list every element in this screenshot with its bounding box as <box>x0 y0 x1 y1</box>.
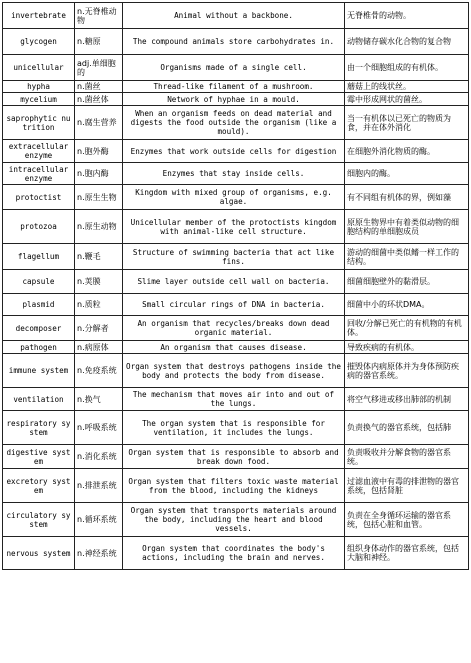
definition-cell: The mechanism that moves air into and out of the lungs. <box>123 388 345 411</box>
chinese-translation-cell: 当一有机体以已死亡的物质为食，并在体外消化 <box>345 106 469 140</box>
vocab-row <box>3 294 469 316</box>
vocab-row <box>3 29 469 55</box>
part-of-speech-cell: n.鞭毛 <box>75 244 123 270</box>
definition-cell: Organ system that is responsible to absorb and break down food. <box>123 445 345 469</box>
vocab-row <box>3 316 469 341</box>
part-of-speech-cell: n.分解者 <box>75 316 123 341</box>
chinese-translation-cell: 负责吸收并分解食物的器官系统。 <box>345 445 469 469</box>
definition-cell: Small circular rings of DNA in bacteria. <box>123 294 345 316</box>
definition-cell: Organisms made of a single cell. <box>123 55 345 81</box>
vocab-row <box>3 210 469 244</box>
definition-cell: An organism that causes disease. <box>123 341 345 354</box>
vocabulary-table-body <box>3 3 469 570</box>
vocab-row <box>3 354 469 388</box>
part-of-speech-cell: n.荚膜 <box>75 270 123 294</box>
term-cell: extracellular enzyme <box>3 140 75 163</box>
chinese-translation-cell: 细菌中小的环状DMA。 <box>345 294 469 316</box>
vocab-row <box>3 185 469 210</box>
vocab-row <box>3 106 469 140</box>
definition-cell: Enzymes that work outside cells for digestion <box>123 140 345 163</box>
chinese-translation-cell: 由一个细胞组成的有机体。 <box>345 55 469 81</box>
chinese-translation-cell: 组织身体动作的器官系统，包括大脑和神经。 <box>345 537 469 570</box>
vocab-row <box>3 140 469 163</box>
definition-cell: Organ system that filters toxic waste material from the blood, including the kidneys <box>123 469 345 503</box>
part-of-speech-cell: n.排泄系统 <box>75 469 123 503</box>
term-cell: capsule <box>3 270 75 294</box>
vocab-row <box>3 81 469 93</box>
definition-cell: Organ system that coordinates the body's actions, including the brain and nerves. <box>123 537 345 570</box>
definition-cell: Animal without a backbone. <box>123 3 345 29</box>
vocab-row <box>3 537 469 570</box>
term-cell: intracellular enzyme <box>3 163 75 185</box>
part-of-speech-cell: n.腐生营养 <box>75 106 123 140</box>
vocab-row <box>3 469 469 503</box>
term-cell: glycogen <box>3 29 75 55</box>
part-of-speech-cell: n.循环系统 <box>75 503 123 537</box>
vocab-row <box>3 503 469 537</box>
part-of-speech-cell: n.菌丝 <box>75 81 123 93</box>
definition-cell: The organ system that is responsible for ventilation, it includes the lungs. <box>123 411 345 445</box>
term-cell: saprophytic nutrition <box>3 106 75 140</box>
term-cell: protoctist <box>3 185 75 210</box>
vocab-row <box>3 3 469 29</box>
chinese-translation-cell: 霉中形成网状的菌丝。 <box>345 93 469 106</box>
vocab-row <box>3 270 469 294</box>
part-of-speech-cell: n.胞内酶 <box>75 163 123 185</box>
part-of-speech-cell: n.菌丝体 <box>75 93 123 106</box>
part-of-speech-cell: n.神经系统 <box>75 537 123 570</box>
definition-cell: Structure of swimming bacteria that act like fins. <box>123 244 345 270</box>
part-of-speech-cell: n.无脊椎动物 <box>75 3 123 29</box>
definition-cell: Enzymes that stay inside cells. <box>123 163 345 185</box>
vocab-row <box>3 244 469 270</box>
term-cell: hypha <box>3 81 75 93</box>
chinese-translation-cell: 负责在全身循环运输的器官系统，包括心脏和血管。 <box>345 503 469 537</box>
term-cell: excretory system <box>3 469 75 503</box>
term-cell: ventilation <box>3 388 75 411</box>
definition-cell: Organ system that transports materials around the body, including the heart and blood vessels. <box>123 503 345 537</box>
vocab-row <box>3 163 469 185</box>
term-cell: plasmid <box>3 294 75 316</box>
term-cell: pathogen <box>3 341 75 354</box>
definition-cell: When an organism feeds on dead material and digests the food outside the organism (like a mould). <box>123 106 345 140</box>
vocab-row <box>3 411 469 445</box>
definition-cell: Kingdom with mixed group of organisms, e.g. algae. <box>123 185 345 210</box>
chinese-translation-cell: 原原生物界中有着类似动物的细胞结构的单细胞成员 <box>345 210 469 244</box>
part-of-speech-cell: n.换气 <box>75 388 123 411</box>
term-cell: circulatory system <box>3 503 75 537</box>
part-of-speech-cell: n.免疫系统 <box>75 354 123 388</box>
part-of-speech-cell: n.原生生物 <box>75 185 123 210</box>
chinese-translation-cell: 在细胞外消化物质的酶。 <box>345 140 469 163</box>
term-cell: invertebrate <box>3 3 75 29</box>
vocab-row <box>3 445 469 469</box>
chinese-translation-cell: 有不同组有机体的界，例如藻 <box>345 185 469 210</box>
chinese-translation-cell: 将空气移进或移出肺部的机制 <box>345 388 469 411</box>
part-of-speech-cell: n.消化系统 <box>75 445 123 469</box>
chinese-translation-cell: 游动的细菌中类似鳍一样工作的结构。 <box>345 244 469 270</box>
definition-cell: An organism that recycles/breaks down dead organic material. <box>123 316 345 341</box>
chinese-translation-cell: 过滤血液中有毒的排泄物的器官系统，包括肾脏 <box>345 469 469 503</box>
term-cell: nervous system <box>3 537 75 570</box>
part-of-speech-cell: n.胞外酶 <box>75 140 123 163</box>
definition-cell: Thread-like filament of a mushroom. <box>123 81 345 93</box>
term-cell: respiratory system <box>3 411 75 445</box>
definition-cell: Unicellular member of the protoctists kingdom with animal-like cell structure. <box>123 210 345 244</box>
chinese-translation-cell: 蘑菇上的线状丝。 <box>345 81 469 93</box>
definition-cell: Network of hyphae in a mould. <box>123 93 345 106</box>
term-cell: mycelium <box>3 93 75 106</box>
vocab-row <box>3 55 469 81</box>
term-cell: immune system <box>3 354 75 388</box>
chinese-translation-cell: 负责换气的器官系统，包括肺 <box>345 411 469 445</box>
term-cell: digestive system <box>3 445 75 469</box>
chinese-translation-cell: 动物储存碳水化合物的复合物 <box>345 29 469 55</box>
chinese-translation-cell: 细胞内的酶。 <box>345 163 469 185</box>
part-of-speech-cell: n.病原体 <box>75 341 123 354</box>
definition-cell: Organ system that destroys pathogens inside the body and protects the body from disease. <box>123 354 345 388</box>
part-of-speech-cell: adj.单细胞的 <box>75 55 123 81</box>
chinese-translation-cell: 无脊椎骨的动物。 <box>345 3 469 29</box>
term-cell: protozoa <box>3 210 75 244</box>
definition-cell: Slime layer outside cell wall on bacteria. <box>123 270 345 294</box>
part-of-speech-cell: n.质粒 <box>75 294 123 316</box>
vocabulary-table <box>2 2 469 570</box>
chinese-translation-cell: 细菌细胞壁外的黏滑层。 <box>345 270 469 294</box>
definition-cell: The compound animals store carbohydrates in. <box>123 29 345 55</box>
chinese-translation-cell: 导致疾病的有机体。 <box>345 341 469 354</box>
vocab-row <box>3 93 469 106</box>
vocab-row <box>3 341 469 354</box>
term-cell: flagellum <box>3 244 75 270</box>
part-of-speech-cell: n.呼吸系统 <box>75 411 123 445</box>
chinese-translation-cell: 回收/分解已死亡的有机物的有机体。 <box>345 316 469 341</box>
chinese-translation-cell: 摧毁体内病原体并为身体预防疾病的器官系统。 <box>345 354 469 388</box>
part-of-speech-cell: n.糖原 <box>75 29 123 55</box>
term-cell: unicellular <box>3 55 75 81</box>
term-cell: decomposer <box>3 316 75 341</box>
part-of-speech-cell: n.原生动物 <box>75 210 123 244</box>
vocab-row <box>3 388 469 411</box>
